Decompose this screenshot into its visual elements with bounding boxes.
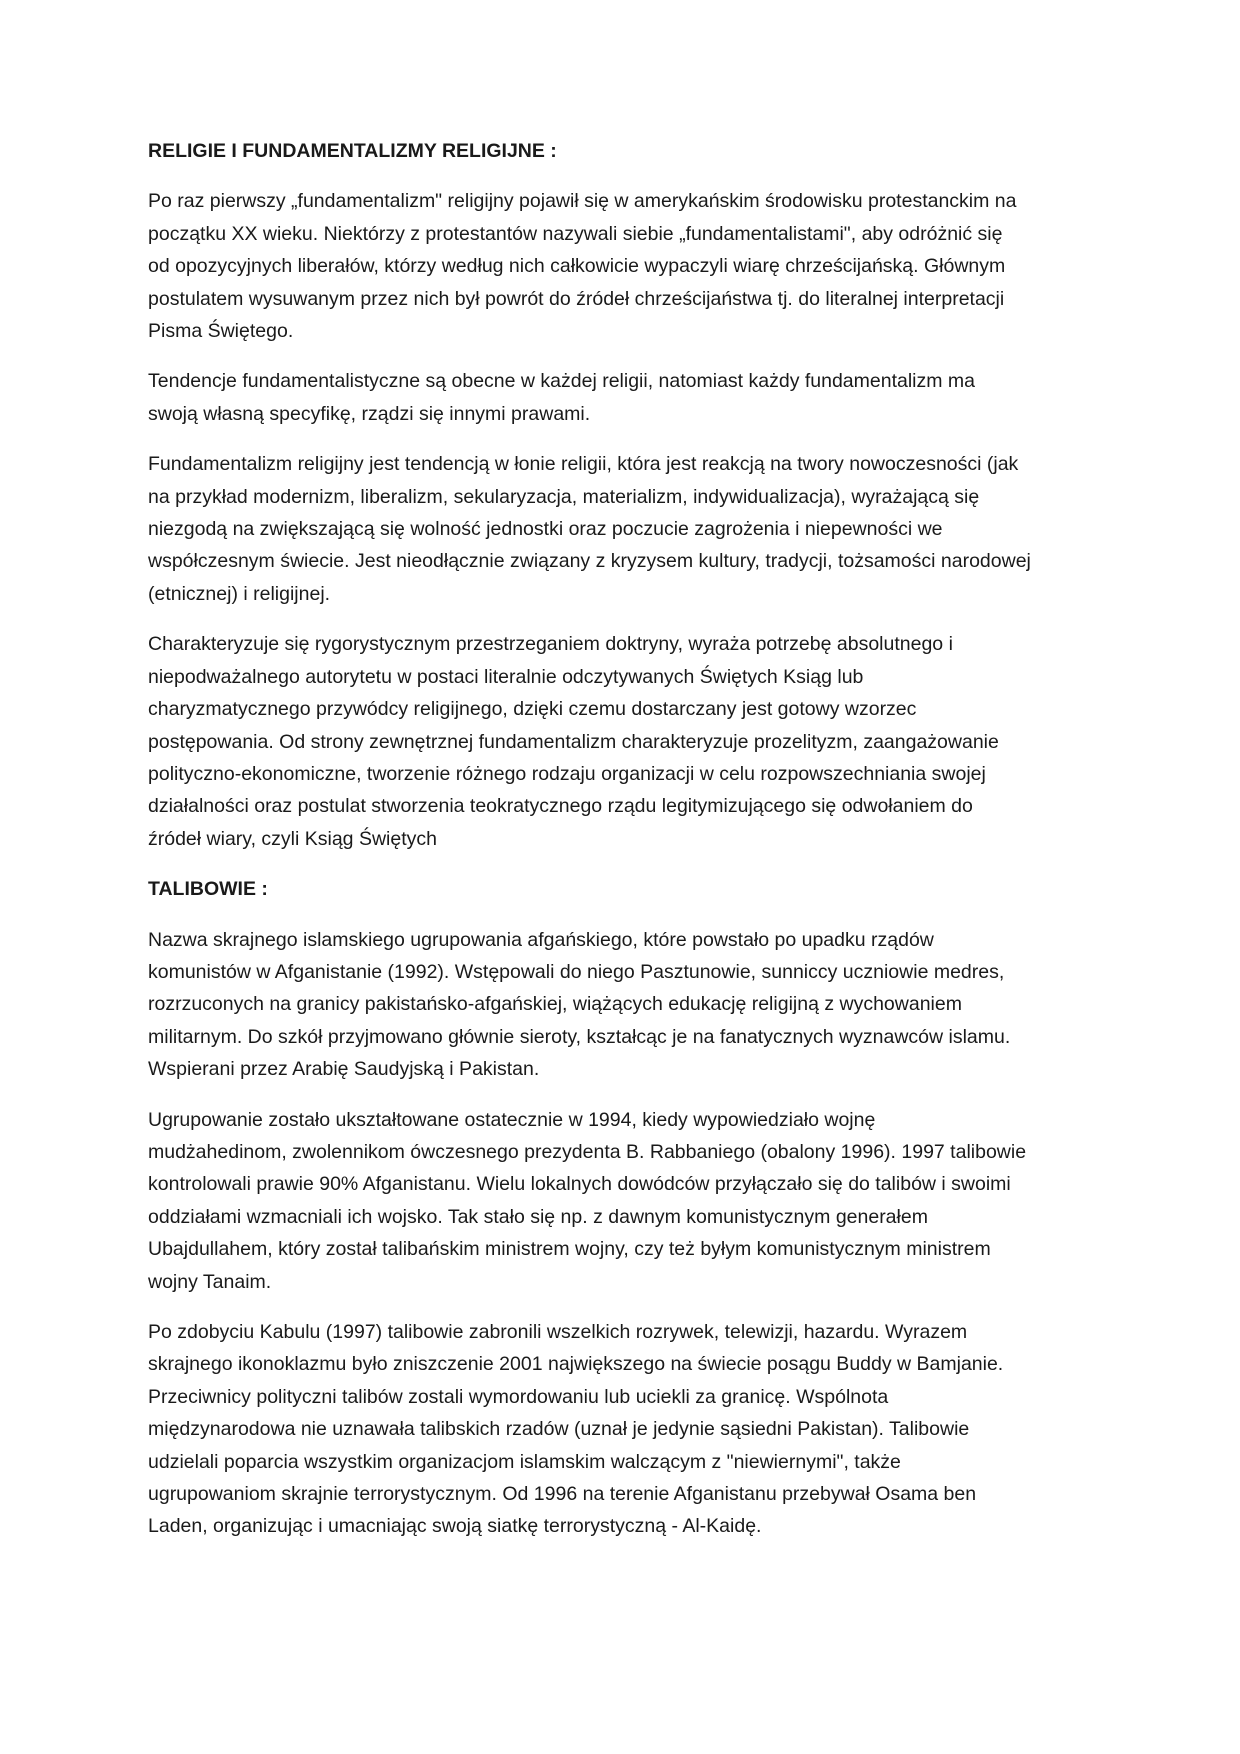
text-line: ugrupowaniom skrajnie terrorystycznym. Od 1996 na terenie Afganistanu przebywał Osama ben: [148, 1483, 977, 1506]
text-line: udzielali poparcia wszystkim organizacjom islamskim walczącym z "niewiernymi", także: [148, 1450, 901, 1473]
text-line: Po raz pierwszy „fundamentalizm" religijny pojawił się w amerykańskim środowisku protestanckim na: [148, 190, 1017, 213]
text-line: mudżahedinom, zwolennikom ówczesnego prezydenta B. Rabbaniego (obalony 1996). 1997 talibowie: [148, 1140, 1027, 1163]
text-line: początku XX wieku. Niektórzy z protestantów nazywali siebie „fundamentalistami", aby odróżnić się: [148, 222, 1003, 245]
text-line: skrajnego ikonoklazmu było zniszczenie 2001 największego na świecie posągu Buddy w Bamjanie.: [148, 1353, 1004, 1376]
text-line: kontrolowali prawie 90% Afganistanu. Wielu lokalnych dowódców przyłączało się do talibów i swoimi: [148, 1173, 1011, 1196]
text-line: komunistów w Afganistanie (1992). Wstępowali do niego Pasztunowie, sunniccy uczniowie medres,: [148, 960, 1005, 983]
text-line: Ubajdullahem, który został talibańskim ministrem wojny, czy też byłym komunistycznym ministrem: [148, 1238, 991, 1261]
text-line: działalności oraz postulat stworzenia teokratycznego rządu legitymizującego się odwołaniem do: [148, 795, 973, 818]
text-line: na przykład modernizm, liberalizm, sekularyzacja, materializm, indywidualizacja), wyrażającą się: [148, 485, 980, 508]
talibowie-paragraph: [148, 1104, 1108, 1298]
text-line: rozrzuconych na granicy pakistańsko-afgańskiej, wiążących edukację religijną z wychowaniem: [148, 993, 962, 1016]
talibowie-paragraph: [148, 1316, 1108, 1543]
talibowie-paragraph: [148, 924, 1108, 1086]
text-line: (etnicznej) i religijnej.: [148, 582, 331, 605]
text-line: Laden, organizując i umacniając swoją siatkę terrorystyczną - Al-Kaidę.: [148, 1515, 762, 1538]
text-line: niezgodą na zwiększającą się wolność jednostki oraz poczucie zagrożenia i niepewności we: [148, 518, 943, 541]
text-line: Fundamentalizm religijny jest tendencją w łonie religii, która jest reakcją na twory nowoczesności (jak: [148, 453, 1019, 476]
heading-talibowie: TALIBOWIE :: [148, 878, 268, 901]
heading-religie: RELIGIE I FUNDAMENTALIZMY RELIGIJNE :: [148, 140, 557, 162]
fundamentalizm-paragraph: [148, 365, 1108, 430]
text-line: Pisma Świętego.: [148, 320, 294, 343]
text-line: międzynarodowa nie uznawała talibskich rzadów (uznał je jedynie sąsiedni Pakistan). Talibowie: [148, 1418, 970, 1441]
text-line: Charakteryzuje się rygorystycznym przestrzeganiem doktryny, wyraża potrzebę absolutnego i: [148, 633, 953, 656]
text-line: polityczno-ekonomiczne, tworzenie różnego rodzaju organizacji w celu rozpowszechniania swojej: [148, 762, 986, 785]
text-line: charyzmatycznego przywódcy religijnego, dzięki czemu dostarczany jest gotowy wzorzec: [148, 698, 917, 721]
text-line: Ugrupowanie zostało ukształtowane ostatecznie w 1994, kiedy wypowiedziało wojnę: [148, 1108, 876, 1131]
fundamentalizm-paragraph: [148, 628, 1108, 855]
text-line: oddziałami wzmacniali ich wojsko. Tak stało się np. z dawnym komunistycznym generałem: [148, 1205, 928, 1228]
text-line: od opozycyjnych liberałów, którzy według nich całkowicie wypaczyli wiarę chrześcijańską. Głównym: [148, 255, 1006, 278]
text-line: swoją własną specyfikę, rządzi się innymi prawami.: [148, 402, 591, 425]
section-fundamentalizm: [148, 185, 1108, 855]
text-line: Tendencje fundamentalistyczne są obecne w każdej religii, natomiast każdy fundamentalizm ma: [148, 370, 976, 393]
document-page: [148, 135, 1108, 1561]
text-line: Po zdobyciu Kabulu (1997) talibowie zabronili wszelkich rozrywek, telewizji, hazardu. Wyrazem: [148, 1321, 968, 1343]
text-line: wojny Tanaim.: [148, 1270, 272, 1293]
section-talibowie: [148, 924, 1108, 1543]
fundamentalizm-paragraph: [148, 185, 1108, 347]
text-line: postępowania. Od strony zewnętrznej fundamentalizm charakteryzuje prozelityzm, zaangażowanie: [148, 730, 999, 753]
text-line: źródeł wiary, czyli Ksiąg Świętych: [148, 827, 437, 850]
text-line: postulatem wysuwanym przez nich był powrót do źródeł chrześcijaństwa tj. do literalnej interpretacji: [148, 287, 1005, 310]
text-line: współczesnym świecie. Jest nieodłącznie związany z kryzysem kultury, tradycji, tożsamości narodowej: [148, 550, 1031, 573]
fundamentalizm-paragraph: [148, 448, 1108, 610]
text-line: Nazwa skrajnego islamskiego ugrupowania afgańskiego, które powstało po upadku rządów: [148, 928, 934, 951]
text-line: niepodważalnego autorytetu w postaci literalnie odczytywanych Świętych Ksiąg lub: [148, 665, 864, 688]
text-line: Przeciwnicy polityczni talibów zostali wymordowaniu lub uciekli za granicę. Wspólnota: [148, 1385, 889, 1408]
text-line: militarnym. Do szkół przyjmowano głównie sieroty, kształcąc je na fanatycznych wyznawców islamu.: [148, 1025, 1011, 1048]
text-line: Wspierani przez Arabię Saudyjską i Pakistan.: [148, 1058, 540, 1081]
